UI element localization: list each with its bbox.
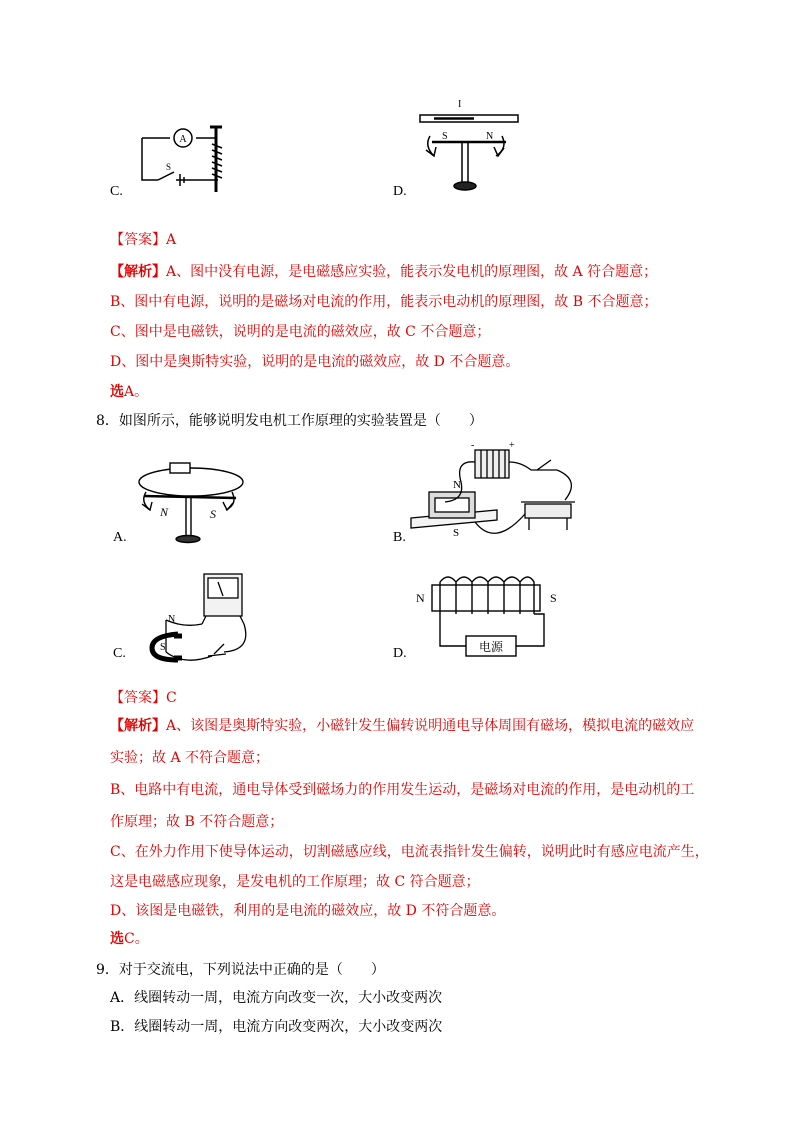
option-d-label: D.: [393, 184, 407, 199]
ammeter-label: A: [179, 134, 187, 145]
current-label: I: [458, 99, 462, 110]
oersted-experiment-figure: [414, 98, 524, 198]
q8-analysis-line: 作原理；故 B 不符合题意；: [110, 814, 284, 830]
q7-analysis-line: D、图中是奥斯特实验，说明的是电流的磁效应，故 D 不合题意。: [110, 354, 520, 370]
q8-analysis-line: 【解析】A、该图是奥斯特实验，小磁针发生偏转说明通电导体周围有磁场，模拟电流的磁效应: [110, 718, 695, 734]
electromagnet-solenoid-figure: [416, 576, 566, 660]
solenoid-north-label: N: [416, 591, 425, 605]
q9-option-b: B．线圈转动一周，电流方向改变两次，大小改变两次: [110, 1019, 443, 1035]
q7-analysis-line: B、图中有电源，说明的是磁场对电流的作用，能表示电动机的原理图，故 B 不合题意；: [110, 294, 658, 310]
q8-answer: 【答案】C: [110, 690, 177, 706]
q8-analysis-line: B、电路中有电流，通电导体受到磁场力的作用发生运动，是磁场对电流的作用，是电动机的工: [110, 782, 695, 798]
q9-option-a: A．线圈转动一周，电流方向改变一次，大小改变两次: [110, 990, 443, 1006]
magnet-north-label: N: [453, 479, 461, 491]
q7-conclusion: 选A。: [110, 384, 149, 400]
battery-plus: +: [509, 440, 515, 451]
needle-north-label: N: [486, 131, 494, 142]
magnet-south-label: S: [160, 642, 166, 653]
q8-analysis-line: C、在外力作用下使导体运动，切割磁感应线，电流表指针发生偏转，说明此时有感应电流产生，: [110, 844, 709, 860]
battery-minus: -: [471, 440, 475, 451]
electromagnet-circuit-figure: [130, 118, 230, 198]
analysis-tag: 【解析】: [110, 264, 166, 280]
answer-value: A: [166, 232, 177, 248]
q7-answer: [110, 230, 176, 250]
switch-label: S: [166, 162, 172, 172]
answer-tag: 【答案】: [110, 232, 166, 248]
option-a-label: A.: [113, 530, 127, 545]
oersted-figure: [136, 460, 251, 545]
magnet-south-label: S: [453, 527, 460, 539]
needle-south-label: S: [210, 507, 216, 521]
needle-north-label: N: [160, 505, 169, 519]
power-source-label: 电源: [478, 640, 504, 654]
solenoid-south-label: S: [550, 591, 557, 605]
q9-stem: 9．对于交流电，下列说法中正确的是（ ）: [96, 962, 385, 978]
q8-conclusion: 选C。: [110, 931, 149, 947]
option-d-label: D.: [393, 646, 407, 661]
q8-analysis-line: D、该图是电磁铁，利用的是电流的磁效应，故 D 不符合题意。: [110, 903, 506, 919]
q8-stem: 8．如图所示，能够说明发电机工作原理的实验装置是（ ）: [96, 413, 483, 429]
option-c-label: C.: [110, 184, 123, 199]
electromagnetic-induction-figure: [134, 570, 254, 666]
option-b-label: B.: [393, 530, 406, 545]
option-c-label: C.: [113, 646, 126, 661]
magnet-north-label: N: [168, 614, 176, 625]
motor-principle-figure: [405, 440, 595, 550]
needle-south-label: S: [442, 131, 448, 142]
q8-analysis-line: 实验；故 A 不符合题意；: [110, 750, 270, 766]
q7-analysis-line: 【解析】A、图中没有电源，是电磁感应实验，能表示发电机的原理图，故 A 符合题意；: [110, 264, 658, 280]
q8-analysis-line: 这是电磁感应现象，是发电机的工作原理；故 C 符合题意；: [110, 874, 480, 890]
q7-analysis-line: C、图中是电磁铁，说明的是电流的磁效应，故 C 不合题意；: [110, 324, 491, 340]
